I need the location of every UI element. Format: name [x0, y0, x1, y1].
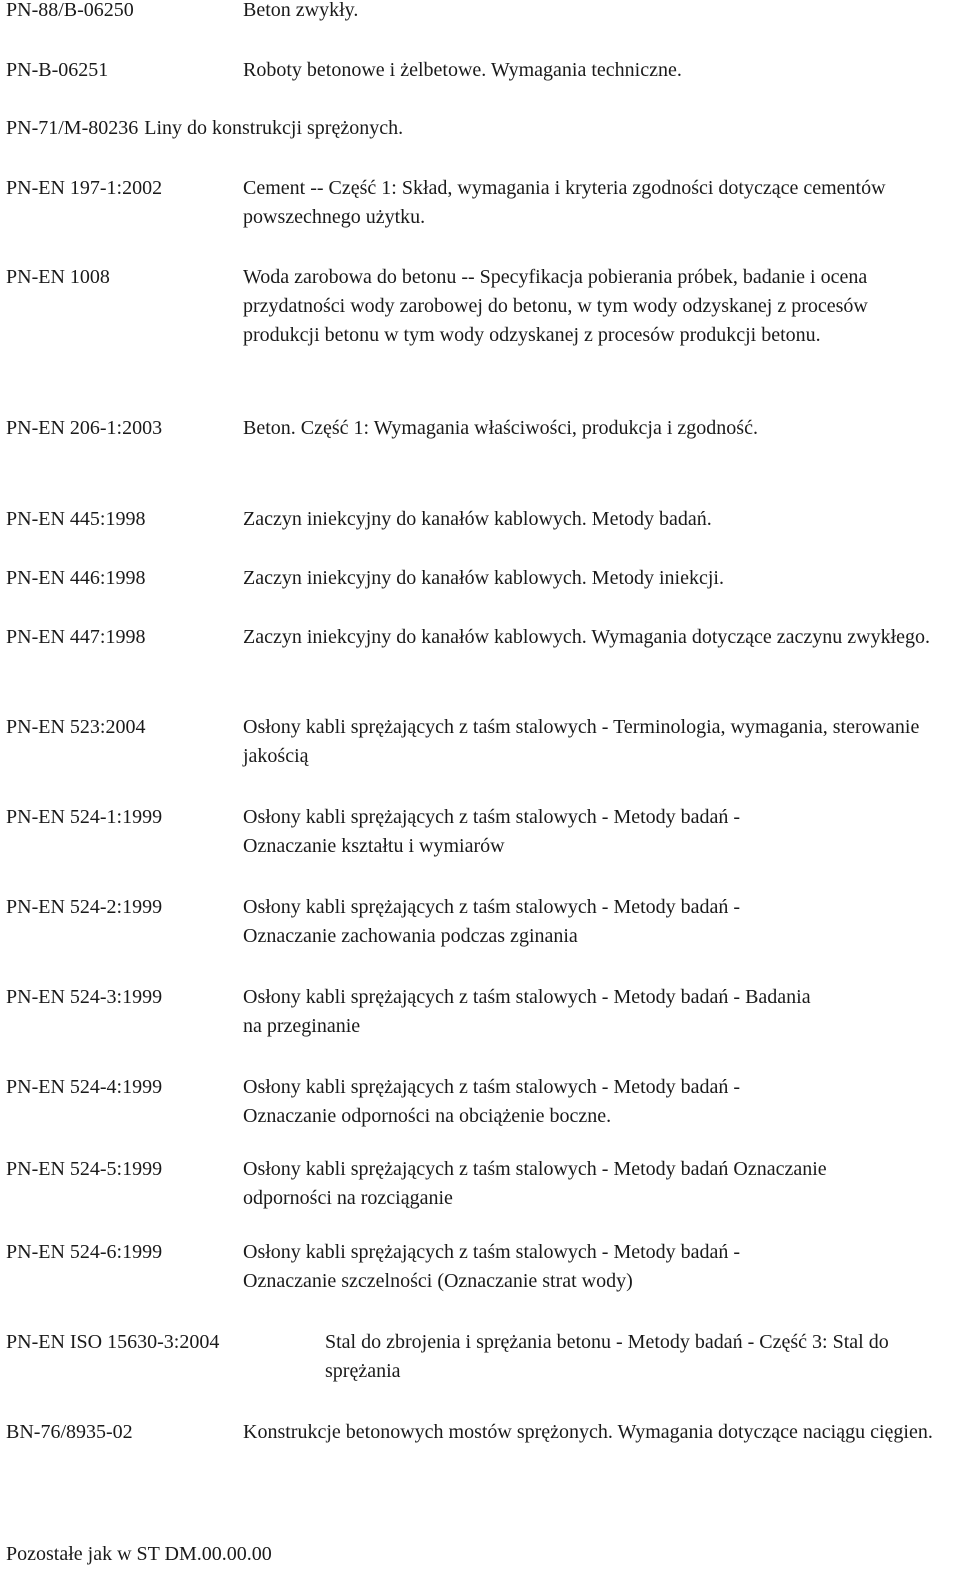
standard-code: PN-EN 446:1998	[6, 567, 146, 589]
standard-code: PN-EN 206-1:2003	[6, 417, 163, 439]
standard-code: PN-EN ISO 15630-3:2004	[6, 1331, 220, 1353]
standard-title: Osłony kabli sprężających z taśm stalowych - Metody badań - Oznaczanie odporności na obciążenie boczne.	[243, 1076, 741, 1127]
standard-code: PN-B-06251	[6, 59, 109, 81]
standard-title: Osłony kabli sprężających z taśm stalowych - Metody badań - Oznaczanie zachowania podczas zginania	[243, 896, 741, 947]
standard-code: PN-EN 524-2:1999	[6, 896, 163, 918]
standard-code: PN-EN 524-3:1999	[6, 986, 163, 1008]
standard-code: PN-EN 447:1998	[6, 626, 146, 648]
standard-code: PN-71/M-80236	[6, 117, 139, 139]
standard-code: PN-EN 524-1:1999	[6, 806, 163, 828]
standard-title: Roboty betonowe i żelbetowe. Wymagania techniczne.	[243, 59, 682, 81]
footer-note: Pozostałe jak w ST DM.00.00.00	[6, 1543, 272, 1565]
standard-title: Zaczyn iniekcyjny do kanałów kablowych. Wymagania dotyczące zaczynu zwykłego.	[243, 626, 931, 648]
standard-title: Woda zarobowa do betonu -- Specyfikacja pobierania próbek, badanie i ocena przydatności wody zarobowej do betonu, w tym wody odzyskanej z procesów produkcji betonu w tym wody odzyskanej z procesów produkcji betonu.	[243, 266, 868, 346]
standard-entry-inline	[6, 114, 403, 143]
standard-code: PN-EN 524-5:1999	[6, 1158, 163, 1180]
standard-code: PN-EN 523:2004	[6, 716, 146, 738]
standard-title: Osłony kabli sprężających z taśm stalowych - Metody badań Oznaczanie odporności na rozciąganie	[243, 1158, 827, 1209]
standard-title: Liny do konstrukcji sprężonych.	[144, 117, 404, 139]
standard-code: PN-88/B-06250	[6, 0, 134, 21]
standard-code: PN-EN 445:1998	[6, 508, 146, 530]
standard-title: Osłony kabli sprężających z taśm stalowych - Terminologia, wymagania, sterowanie jakością	[243, 716, 920, 767]
standard-code: PN-EN 1008	[6, 266, 110, 288]
standard-code: PN-EN 197-1:2002	[6, 177, 163, 199]
standard-title: Zaczyn iniekcyjny do kanałów kablowych. Metody badań.	[243, 508, 712, 530]
standard-title: Beton zwykły.	[243, 0, 359, 21]
standard-title: Cement -- Część 1: Skład, wymagania i kryteria zgodności dotyczące cementów powszechnego użytku.	[243, 177, 886, 228]
standard-title: Osłony kabli sprężających z taśm stalowych - Metody badań - Badania na przeginanie	[243, 986, 811, 1037]
standard-code: BN-76/8935-02	[6, 1421, 133, 1443]
standard-code: PN-EN 524-4:1999	[6, 1076, 163, 1098]
standard-title: Osłony kabli sprężających z taśm stalowych - Metody badań - Oznaczanie kształtu i wymiarów	[243, 806, 741, 857]
standard-code: PN-EN 524-6:1999	[6, 1241, 163, 1263]
standard-title: Konstrukcje betonowych mostów sprężonych. Wymagania dotyczące naciągu cięgien.	[243, 1421, 933, 1443]
standard-title: Stal do zbrojenia i sprężania betonu - Metody badań - Część 3: Stal do sprężania	[325, 1331, 889, 1382]
standard-title: Beton. Część 1: Wymagania właściwości, produkcja i zgodność.	[243, 417, 758, 439]
standard-title: Osłony kabli sprężających z taśm stalowych - Metody badań - Oznaczanie szczelności (Oznaczanie strat wody)	[243, 1241, 741, 1292]
standard-title: Zaczyn iniekcyjny do kanałów kablowych. Metody iniekcji.	[243, 567, 724, 589]
